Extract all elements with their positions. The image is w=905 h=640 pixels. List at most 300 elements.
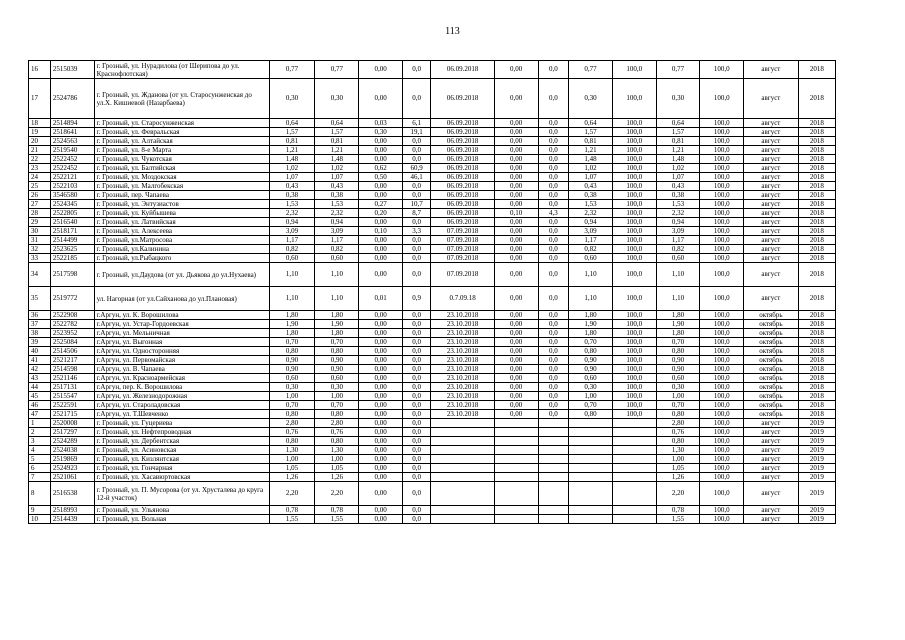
cell-value-b: 0,10 [494,209,538,218]
cell-value-b: 0,00 [494,137,538,146]
cell-month: август [744,79,799,119]
cell-length: 1,90 [269,320,315,329]
cell-pct-b: 0,0 [538,137,569,146]
cell-pct-a: 0,0 [402,455,430,464]
table-row [29,182,836,191]
cell-length-2: 1,53 [315,200,359,209]
cell-road-code: 2521715 [50,410,94,419]
cell-value-b: 0,00 [494,392,538,401]
table-row [29,119,836,128]
cell-row-index: 21 [29,146,51,155]
cell-value-c: 1,07 [569,173,613,182]
cell-value-c [569,428,613,437]
cell-value-d: 1,07 [656,173,700,182]
cell-date: 06.09.2018 [431,218,494,227]
cell-length: 1,00 [269,455,315,464]
cell-pct-c: 100,0 [612,383,656,392]
cell-pct-b [538,473,569,482]
cell-row-index: 5 [29,455,51,464]
cell-length: 1,30 [269,446,315,455]
cell-month: август [744,182,799,191]
cell-road-code: 2514894 [50,119,94,128]
cell-month: август [744,419,799,428]
cell-value-d: 1,05 [656,464,700,473]
cell-year: 2018 [798,155,835,164]
cell-month: октябрь [744,365,799,374]
cell-length: 0,90 [269,356,315,365]
cell-pct-a: 0,0 [402,392,430,401]
cell-pct-d: 100,0 [700,128,744,137]
cell-value-d: 0,82 [656,245,700,254]
cell-road-name: г. Грозный, ул. Старосунженская [94,119,269,128]
table-row [29,191,836,200]
cell-length: 1,05 [269,464,315,473]
table-row [29,146,836,155]
cell-road-code: 2521061 [50,473,94,482]
cell-value-b: 0,00 [494,200,538,209]
cell-year: 2018 [798,263,835,287]
cell-road-code: 2518171 [50,227,94,236]
cell-length-2: 1,17 [315,236,359,245]
cell-length-2: 1,80 [315,311,359,320]
cell-month: август [744,61,799,79]
cell-year: 2018 [798,182,835,191]
cell-pct-b [538,437,569,446]
cell-value-b: 0,00 [494,401,538,410]
cell-value-d: 0,81 [656,137,700,146]
cell-row-index: 36 [29,311,51,320]
cell-value-d: 0,30 [656,383,700,392]
cell-value-a: 0,20 [359,209,403,218]
cell-road-code: 2518641 [50,128,94,137]
cell-value-b [494,437,538,446]
table-row [29,401,836,410]
cell-value-c: 1,10 [569,287,613,311]
cell-value-b: 0,00 [494,218,538,227]
cell-year: 2018 [798,311,835,320]
cell-year: 2018 [798,287,835,311]
cell-length: 1,26 [269,473,315,482]
cell-value-c [569,515,613,524]
cell-value-d: 1,53 [656,200,700,209]
cell-value-d: 0,78 [656,506,700,515]
cell-value-d: 1,30 [656,446,700,455]
cell-road-code: 2522185 [50,254,94,263]
cell-date: 06.09.2018 [431,79,494,119]
cell-pct-d: 100,0 [700,182,744,191]
cell-length: 0,78 [269,506,315,515]
cell-value-a: 0,00 [359,374,403,383]
cell-pct-a: 0,0 [402,263,430,287]
cell-month: август [744,209,799,218]
cell-length-2: 0,80 [315,347,359,356]
cell-row-index: 39 [29,338,51,347]
cell-pct-d: 100,0 [700,392,744,401]
cell-road-name: г. Грозный, ул. Нурадилова (от Шерипова до ул. Краснофлотская) [94,61,269,79]
cell-month: август [744,155,799,164]
cell-month: август [744,482,799,506]
cell-pct-d: 100,0 [700,446,744,455]
cell-pct-a: 60,9 [402,164,430,173]
cell-value-c: 0,90 [569,365,613,374]
cell-row-index: 47 [29,410,51,419]
cell-value-a: 0,00 [359,320,403,329]
cell-value-d: 1,55 [656,515,700,524]
cell-pct-b: 0,0 [538,227,569,236]
cell-pct-d: 100,0 [700,356,744,365]
cell-month: август [744,227,799,236]
cell-length: 0,76 [269,428,315,437]
cell-pct-c: 100,0 [612,392,656,401]
cell-length: 0,30 [269,383,315,392]
cell-row-index: 7 [29,473,51,482]
cell-pct-a: 0,0 [402,428,430,437]
cell-value-d: 0,80 [656,410,700,419]
cell-length: 1,57 [269,128,315,137]
cell-road-code: 2519772 [50,287,94,311]
cell-pct-c: 100,0 [612,61,656,79]
cell-length: 0,70 [269,338,315,347]
cell-pct-b: 0,0 [538,191,569,200]
cell-length-2: 0,80 [315,437,359,446]
cell-month: август [744,515,799,524]
cell-road-code: 2515547 [50,392,94,401]
cell-year: 2018 [798,119,835,128]
cell-road-code: 2522452 [50,155,94,164]
cell-pct-a: 0,0 [402,515,430,524]
cell-road-name: г. Грозный, ул. Вольная [94,515,269,524]
cell-length-2: 1,02 [315,164,359,173]
cell-month: август [744,119,799,128]
cell-pct-d: 100,0 [700,79,744,119]
cell-pct-c: 100,0 [612,320,656,329]
cell-length: 1,02 [269,164,315,173]
cell-year: 2019 [798,482,835,506]
cell-length: 1,80 [269,329,315,338]
cell-value-d: 0,60 [656,374,700,383]
cell-year: 2018 [798,200,835,209]
cell-pct-b: 0,0 [538,329,569,338]
cell-road-name: г.Аргун, ул. Красноармейская [94,374,269,383]
cell-month: август [744,191,799,200]
cell-value-c: 1,80 [569,311,613,320]
cell-pct-d: 100,0 [700,347,744,356]
cell-pct-c: 100,0 [612,236,656,245]
cell-year: 2019 [798,446,835,455]
table-row [29,200,836,209]
cell-value-b: 0,00 [494,227,538,236]
cell-road-name: г.Аргун, ул. В. Чапаева [94,365,269,374]
cell-value-d: 1,10 [656,287,700,311]
cell-value-d: 2,32 [656,209,700,218]
cell-pct-b: 0,0 [538,218,569,227]
cell-length: 3,09 [269,227,315,236]
cell-road-name: г. Грозный, пер. Чапаева [94,191,269,200]
cell-row-index: 23 [29,164,51,173]
cell-road-code: 2523625 [50,245,94,254]
cell-row-index: 34 [29,263,51,287]
cell-value-a: 0,00 [359,137,403,146]
cell-value-c: 0,43 [569,182,613,191]
cell-value-a: 0,00 [359,329,403,338]
cell-road-name: г. Грозный, ул. Нефтепроводная [94,428,269,437]
cell-value-b [494,473,538,482]
cell-length: 0,80 [269,437,315,446]
cell-pct-d: 100,0 [700,455,744,464]
cell-road-name: г. Грозный, ул. Дербентская [94,437,269,446]
cell-value-a: 0,00 [359,356,403,365]
cell-value-a: 0,00 [359,347,403,356]
cell-pct-c: 100,0 [612,227,656,236]
table-row [29,506,836,515]
cell-pct-a: 0,0 [402,356,430,365]
cell-road-code: 2514598 [50,365,94,374]
cell-road-code: 2521146 [50,374,94,383]
cell-length-2: 0,70 [315,338,359,347]
cell-year: 2018 [798,254,835,263]
cell-value-d: 0,77 [656,61,700,79]
cell-month: август [744,473,799,482]
table-row [29,455,836,464]
cell-date [431,515,494,524]
cell-length-2: 2,80 [315,419,359,428]
cell-road-name: г.Аргун, пер. К. Ворошилова [94,383,269,392]
cell-month: август [744,428,799,437]
cell-road-code: 2520008 [50,419,94,428]
cell-road-name: г. Грозный, ул. Чукотская [94,155,269,164]
cell-road-name: г. Грозный, ул. Латвийская [94,218,269,227]
cell-value-c: 0,90 [569,356,613,365]
cell-pct-a: 0,0 [402,191,430,200]
table-row [29,482,836,506]
cell-value-a: 0,00 [359,419,403,428]
cell-value-d: 1,48 [656,155,700,164]
cell-pct-c: 100,0 [612,155,656,164]
cell-pct-a: 0,0 [402,446,430,455]
cell-pct-b [538,464,569,473]
cell-value-b [494,464,538,473]
cell-row-index: 37 [29,320,51,329]
table-row [29,392,836,401]
cell-value-b: 0,00 [494,311,538,320]
cell-year: 2018 [798,227,835,236]
cell-row-index: 9 [29,506,51,515]
cell-value-a: 0,00 [359,218,403,227]
cell-month: октябрь [744,338,799,347]
cell-value-a: 0,00 [359,263,403,287]
cell-row-index: 17 [29,79,51,119]
cell-row-index: 41 [29,356,51,365]
cell-pct-b [538,446,569,455]
cell-value-d: 1,02 [656,164,700,173]
cell-year: 2018 [798,137,835,146]
cell-pct-c [612,515,656,524]
cell-row-index: 45 [29,392,51,401]
cell-pct-d: 100,0 [700,218,744,227]
cell-length: 1,00 [269,392,315,401]
cell-pct-a: 46,1 [402,173,430,182]
cell-pct-a: 0,0 [402,338,430,347]
cell-value-c: 0,60 [569,254,613,263]
cell-pct-c: 100,0 [612,410,656,419]
cell-pct-a: 0,0 [402,506,430,515]
cell-value-d: 1,80 [656,311,700,320]
cell-pct-b [538,515,569,524]
cell-road-code: 2516540 [50,218,94,227]
cell-pct-a: 0,0 [402,236,430,245]
cell-pct-b [538,419,569,428]
cell-value-d: 1,17 [656,236,700,245]
cell-value-a: 0,00 [359,506,403,515]
cell-value-b [494,506,538,515]
cell-value-c: 0,64 [569,119,613,128]
cell-date: 23.10.2018 [431,329,494,338]
cell-length-2: 2,32 [315,209,359,218]
cell-pct-d: 100,0 [700,401,744,410]
cell-value-a: 0,27 [359,200,403,209]
cell-value-a: 0,00 [359,182,403,191]
cell-value-a: 0,00 [359,365,403,374]
cell-length-2: 1,90 [315,320,359,329]
cell-length-2: 0,82 [315,245,359,254]
cell-pct-d: 100,0 [700,119,744,128]
cell-pct-d: 100,0 [700,473,744,482]
cell-value-c: 0,81 [569,137,613,146]
cell-pct-b: 0,0 [538,356,569,365]
cell-road-name: г. Грозный, ул.Калинина [94,245,269,254]
cell-road-code: 2522103 [50,182,94,191]
cell-length: 0,43 [269,182,315,191]
cell-length-2: 0,80 [315,410,359,419]
cell-month: август [744,218,799,227]
cell-date: 23.10.2018 [431,365,494,374]
cell-length: 1,55 [269,515,315,524]
table-row [29,137,836,146]
cell-pct-c: 100,0 [612,182,656,191]
cell-length-2: 1,10 [315,263,359,287]
cell-date: 23.10.2018 [431,347,494,356]
cell-pct-c: 100,0 [612,173,656,182]
cell-length-2: 0,43 [315,182,359,191]
cell-value-d: 0,90 [656,356,700,365]
cell-value-c [569,506,613,515]
cell-pct-a: 0,0 [402,401,430,410]
cell-road-name: г. Грозный, ул. Куйбышева [94,209,269,218]
cell-pct-c: 100,0 [612,338,656,347]
cell-date: 06.09.2018 [431,164,494,173]
cell-pct-d: 100,0 [700,437,744,446]
table-row [29,515,836,524]
cell-month: август [744,446,799,455]
cell-date: 07.09.2018 [431,245,494,254]
cell-value-c: 0,94 [569,218,613,227]
cell-road-name: г.Аргун, ул. Железнодорожная [94,392,269,401]
cell-length-2: 1,57 [315,128,359,137]
cell-road-code: 2517131 [50,383,94,392]
cell-row-index: 10 [29,515,51,524]
cell-length-2: 1,30 [315,446,359,455]
cell-date [431,482,494,506]
cell-row-index: 6 [29,464,51,473]
cell-length-2: 0,70 [315,401,359,410]
cell-value-c: 1,00 [569,392,613,401]
cell-value-c: 0,30 [569,383,613,392]
cell-length: 0,70 [269,401,315,410]
cell-value-a: 0,30 [359,128,403,137]
cell-pct-a: 0,0 [402,419,430,428]
cell-pct-b [538,428,569,437]
cell-pct-b: 0,0 [538,311,569,320]
cell-pct-c [612,419,656,428]
cell-date: 06.09.2018 [431,191,494,200]
cell-pct-b: 0,0 [538,146,569,155]
cell-road-name: г. Грозный, ул. Алексеева [94,227,269,236]
cell-date [431,455,494,464]
cell-month: август [744,146,799,155]
cell-value-a: 0,00 [359,191,403,200]
cell-pct-c: 100,0 [612,374,656,383]
cell-road-name: г.Аргун, ул. Устар-Гордоевская [94,320,269,329]
cell-pct-c [612,506,656,515]
cell-value-b: 0,00 [494,365,538,374]
cell-year: 2019 [798,437,835,446]
cell-year: 2019 [798,428,835,437]
cell-length-2: 1,10 [315,287,359,311]
cell-road-name: г. Грозный, ул. Гуцериева [94,419,269,428]
cell-road-name: г. Грозный, ул.Матросова [94,236,269,245]
cell-date: 07.09.2018 [431,254,494,263]
table-row [29,164,836,173]
table-row [29,464,836,473]
cell-value-d: 0,70 [656,401,700,410]
cell-row-index: 2 [29,428,51,437]
cell-pct-b: 0,0 [538,200,569,209]
cell-pct-a: 0,0 [402,218,430,227]
cell-pct-a: 0,0 [402,311,430,320]
cell-pct-d: 100,0 [700,254,744,263]
cell-road-name: г.Аргун, ул. Т.Шевченко [94,410,269,419]
cell-length: 1,10 [269,287,315,311]
cell-length-2: 1,21 [315,146,359,155]
cell-value-b: 0,00 [494,347,538,356]
cell-pct-b: 0,0 [538,338,569,347]
cell-road-code: 2518993 [50,506,94,515]
table-row [29,128,836,137]
cell-pct-b: 0,0 [538,287,569,311]
cell-value-d: 1,00 [656,455,700,464]
cell-pct-a: 0,0 [402,374,430,383]
cell-pct-b: 0,0 [538,383,569,392]
cell-length-2: 2,20 [315,482,359,506]
cell-length: 0,60 [269,374,315,383]
cell-pct-d: 100,0 [700,227,744,236]
cell-pct-d: 100,0 [700,236,744,245]
cell-road-name: г. Грозный, ул. Жданова (от ул. Старосунженская до ул.Х. Кишиевой (Назарбаева) [94,79,269,119]
cell-value-a: 0,03 [359,119,403,128]
cell-date [431,506,494,515]
cell-month: август [744,464,799,473]
table-row [29,410,836,419]
cell-date: 23.10.2018 [431,311,494,320]
cell-road-name: г. Грозный, ул.Даудова (от ул. Дьякова до ул.Нухаева) [94,263,269,287]
cell-month: октябрь [744,374,799,383]
cell-pct-b: 0,0 [538,119,569,128]
cell-road-code: 2524786 [50,79,94,119]
cell-length: 0,80 [269,347,315,356]
cell-year: 2018 [798,374,835,383]
cell-value-d: 0,64 [656,119,700,128]
cell-length: 0,64 [269,119,315,128]
